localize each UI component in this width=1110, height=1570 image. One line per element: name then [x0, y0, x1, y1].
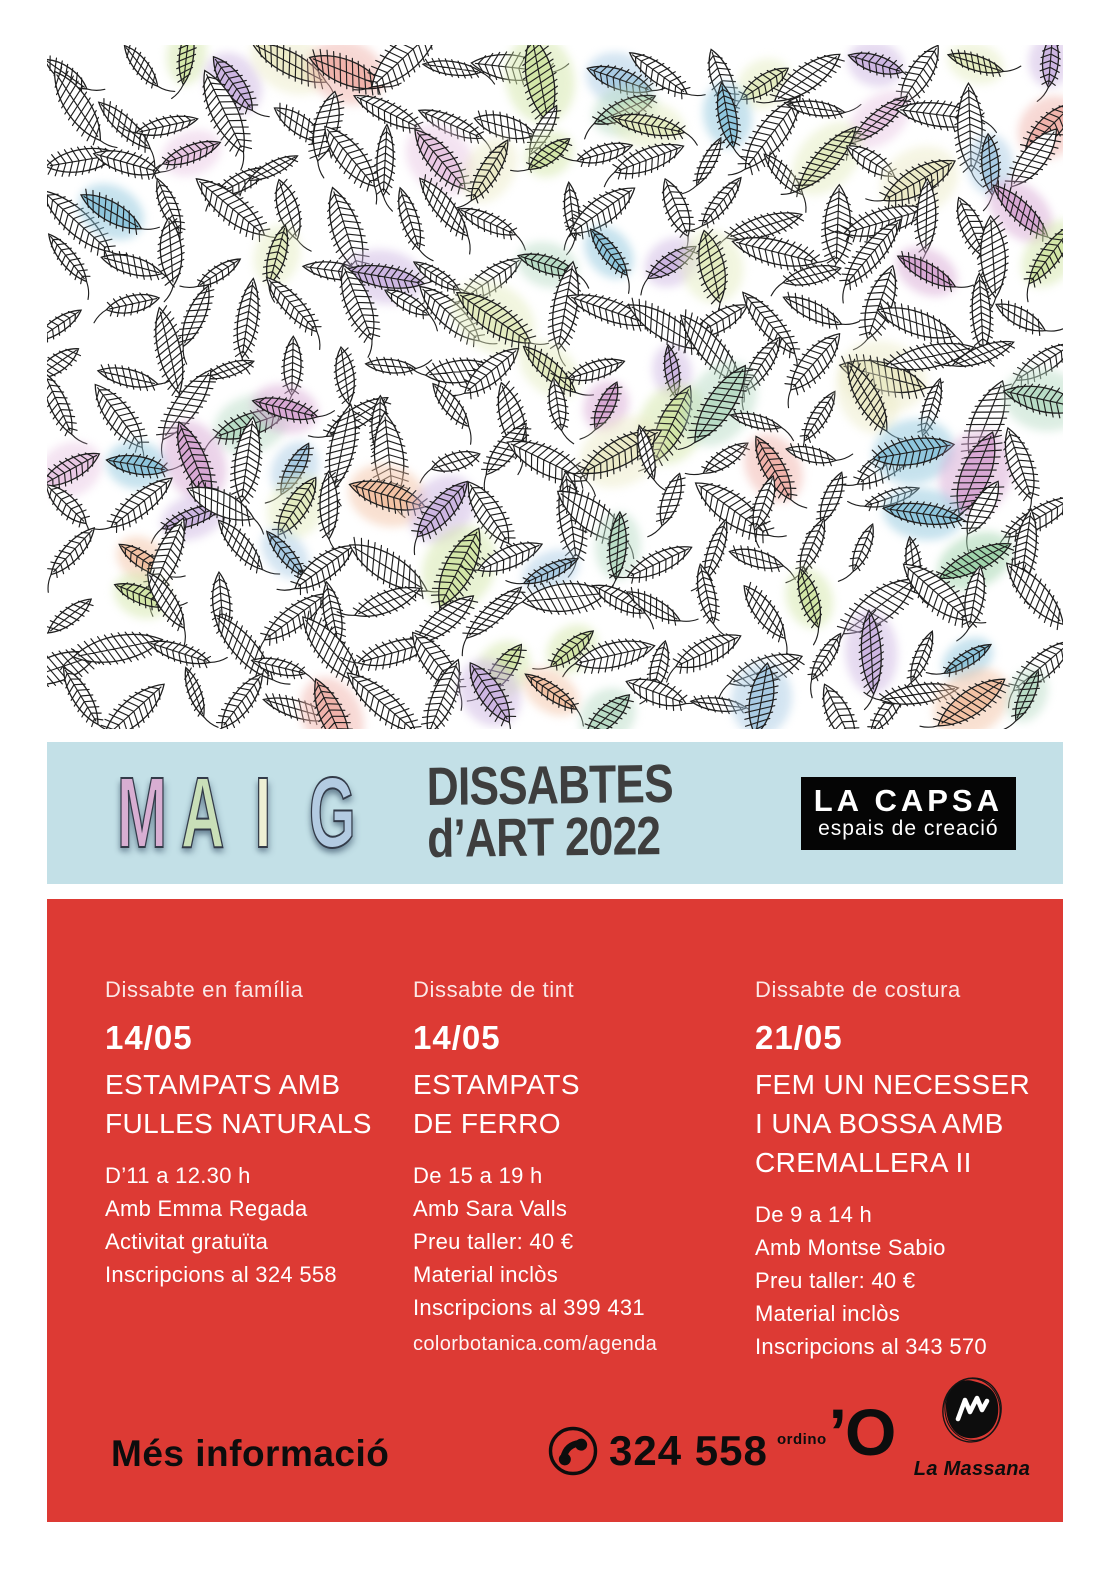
la-massana-logo-text: La Massana — [913, 1458, 1031, 1480]
la-massana-logo-icon — [929, 1373, 1015, 1455]
event-details — [105, 1159, 405, 1291]
event-detail-line: Material inclòs — [413, 1262, 559, 1287]
event-details — [755, 1198, 1063, 1363]
event-detail-line: De 9 a 14 h — [755, 1202, 873, 1227]
event-category: Dissabte de tint — [413, 977, 575, 1002]
poster-title — [426, 753, 674, 869]
event-title-line: DE FERRO — [413, 1108, 561, 1139]
phone-contact — [547, 1425, 768, 1477]
title-banner — [47, 742, 1063, 884]
event-detail-line: Preu taller: 40 € — [755, 1268, 916, 1293]
la-capsa-logo-tagline: espais de creació — [818, 816, 999, 840]
event-detail-line: Amb Sara Valls — [413, 1196, 568, 1221]
phone-number: 324 558 — [609, 1427, 768, 1474]
ordino-logo-mark: ’O — [828, 1395, 895, 1469]
month-letter: I — [254, 757, 272, 869]
ordino-logo-text: ordino — [777, 1431, 827, 1448]
leaf-pattern-illustration — [47, 45, 1063, 729]
event-detail-line: Inscripcions al 399 431 — [413, 1295, 645, 1320]
event-title-line: CREMALLERA II — [755, 1147, 972, 1178]
event-title — [755, 1065, 1063, 1182]
event-title-line: I UNA BOSSA AMB — [755, 1108, 1004, 1139]
event-date: 21/05 — [755, 1019, 843, 1056]
poster-title-line: d’ART 2022 — [426, 806, 661, 869]
more-info-label: Més informació — [111, 1433, 390, 1474]
event-category: Dissabte en família — [105, 977, 304, 1002]
month-letter: M — [117, 757, 167, 869]
event-title-line: FULLES NATURALS — [105, 1108, 372, 1139]
event-title — [413, 1065, 743, 1143]
poster-footer — [47, 1387, 1063, 1517]
event-details — [413, 1159, 743, 1359]
event-title-line: ESTAMPATS AMB — [105, 1069, 341, 1100]
event-detail-line: D’11 a 12.30 h — [105, 1163, 251, 1188]
month-word — [105, 757, 357, 869]
event-title-line: FEM UN NECESSER — [755, 1069, 1031, 1100]
la-massana-logo — [892, 1373, 1052, 1481]
event-detail-line: De 15 a 19 h — [413, 1163, 543, 1188]
event-detail-line: Amb Montse Sabio — [755, 1235, 946, 1260]
event-detail-line: Activitat gratuïta — [105, 1229, 269, 1254]
event-column-3 — [755, 977, 1063, 1363]
la-capsa-logo — [801, 777, 1016, 850]
month-letter: G — [309, 757, 356, 869]
event-detail-line: Amb Emma Regada — [105, 1196, 308, 1221]
phone-circle-icon — [547, 1425, 599, 1477]
la-capsa-logo-name: LA CAPSA — [813, 782, 1003, 818]
event-detail-line: Material inclòs — [755, 1301, 901, 1326]
event-title — [105, 1065, 405, 1143]
ordino-logo — [777, 1395, 895, 1469]
poster-title-line: DISSABTES — [426, 753, 674, 817]
leaf-pattern-icon — [47, 45, 1063, 729]
events-section — [47, 899, 1063, 1522]
event-detail-line: Inscripcions al 324 558 — [105, 1262, 337, 1287]
event-detail-line: Preu taller: 40 € — [413, 1229, 574, 1254]
event-column-2 — [413, 977, 743, 1359]
event-detail-line: Inscripcions al 343 570 — [755, 1334, 987, 1359]
event-title-line: ESTAMPATS — [413, 1069, 580, 1100]
event-category: Dissabte de costura — [755, 977, 961, 1002]
month-letter: A — [181, 757, 225, 869]
event-column-1 — [105, 977, 405, 1291]
event-website: colorbotanica.com/agenda — [413, 1333, 658, 1355]
event-date: 14/05 — [413, 1019, 501, 1056]
event-date: 14/05 — [105, 1019, 193, 1056]
